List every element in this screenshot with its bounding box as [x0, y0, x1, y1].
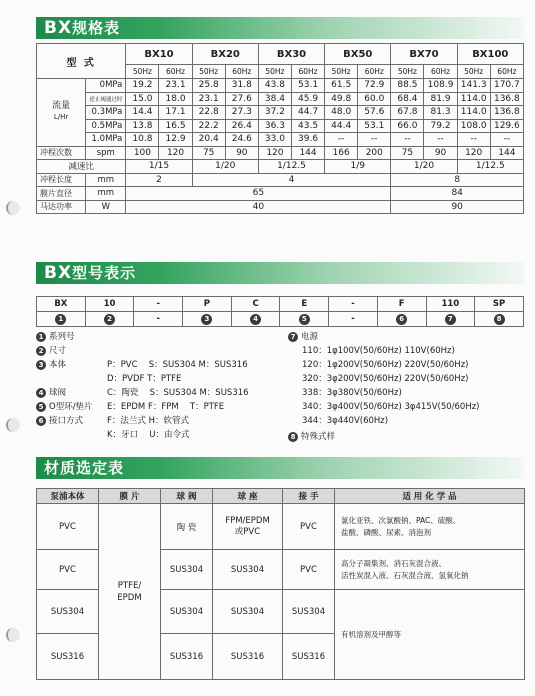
hz-header: 50Hz: [325, 65, 358, 79]
legend-item: [36, 358, 248, 372]
hz-header: 50Hz: [457, 65, 490, 79]
legend-marker: 2: [36, 346, 46, 356]
flow-value: 170.7: [490, 79, 523, 93]
type-label: 型 式: [37, 44, 126, 79]
code-section-title: BX型号表示: [36, 262, 524, 284]
hz-header: 60Hz: [159, 65, 192, 79]
model-code-table: [36, 296, 524, 327]
flow-value: 27.6: [225, 92, 258, 106]
flow-value: 141.3: [457, 79, 490, 93]
body-material: SUS304: [37, 590, 99, 634]
flow-value: 13.8: [126, 119, 159, 133]
legend-item: [36, 386, 249, 400]
marker-circle: 1: [55, 314, 66, 325]
reduction-value: 1/20: [192, 160, 258, 174]
diaphragm-value: 65: [126, 187, 391, 201]
hz-header: 50Hz: [192, 65, 225, 79]
binder-hole: [6, 628, 20, 642]
legend-title: 球阀: [49, 388, 67, 398]
seat-material: SUS304: [213, 590, 283, 634]
flow-value: 108.9: [424, 79, 457, 93]
flow-value: 33.0: [258, 133, 291, 147]
flow-value: 27.3: [225, 106, 258, 120]
model-header: BX70: [391, 44, 457, 65]
seat-material: SUS316: [213, 634, 283, 680]
spec-section-title: BX规格表: [36, 17, 524, 39]
motor-unit: W: [86, 200, 126, 214]
flow-label: 流量 L/Hr: [37, 79, 86, 147]
code-marker-cell: [377, 312, 426, 327]
reduction-value: 1/9: [325, 160, 391, 174]
legend-text: C：陶瓷 S：SUS304 M：SUS316: [107, 388, 249, 398]
flow-value: --: [490, 133, 523, 147]
legend-special: 8 特殊式样: [288, 430, 335, 444]
legend-item: [36, 330, 107, 344]
code-part: 10: [85, 297, 134, 312]
marker-circle: 2: [104, 314, 115, 325]
hz-header: 50Hz: [391, 65, 424, 79]
legend-marker-slot: [36, 386, 49, 400]
flow-value: 81.3: [424, 106, 457, 120]
flow-value: 114.0: [457, 92, 490, 106]
code-marker-cell: [280, 312, 329, 327]
stroke-count-value: 120: [258, 146, 291, 160]
legend-title: O型环/垫片: [49, 402, 93, 412]
code-part: P: [183, 297, 232, 312]
stroke-length-value: 4: [192, 173, 391, 187]
stroke-length-unit: mm: [86, 173, 126, 187]
application: 高分子凝集剂、消石灰混合液、 活性炭混入液、石灰混合液、氢氧化钠: [335, 550, 525, 590]
code-marker-cell: [85, 312, 134, 327]
code-marker-cell: -: [329, 312, 378, 327]
flow-value: 81.9: [424, 92, 457, 106]
header-seat: 球 座: [213, 489, 283, 504]
joint-material: SUS304: [283, 590, 335, 634]
flow-pressure-label: 0MPa: [86, 79, 126, 93]
flow-value: 20.4: [192, 133, 225, 147]
body-material: SUS316: [37, 634, 99, 680]
code-part: -: [134, 297, 183, 312]
code-part: -: [329, 297, 378, 312]
legend-marker: 6: [36, 416, 46, 426]
legend-title: 本体: [49, 360, 67, 370]
code-part: BX: [37, 297, 86, 312]
flow-value: 72.9: [358, 79, 391, 93]
ball-material: SUS304: [161, 550, 213, 590]
flow-pressure-label: 0.5MPa: [86, 119, 126, 133]
marker-8: 8: [288, 432, 298, 442]
flow-value: 68.4: [391, 92, 424, 106]
code-marker-cell: [426, 312, 475, 327]
marker-circle: 5: [299, 314, 310, 325]
stroke-count-value: 100: [126, 146, 159, 160]
flow-value: 108.0: [457, 119, 490, 133]
spec-table: [36, 43, 524, 214]
model-code-legend: [36, 330, 524, 470]
legend-item: [36, 414, 189, 428]
flow-value: 37.2: [258, 106, 291, 120]
code-marker-cell: [231, 312, 280, 327]
flow-value: 61.5: [325, 79, 358, 93]
hz-header: 60Hz: [424, 65, 457, 79]
flow-value: --: [358, 133, 391, 147]
stroke-length-label: 冲程长度: [37, 173, 86, 187]
flow-value: 24.6: [225, 133, 258, 147]
header-joint: 接 手: [283, 489, 335, 504]
ball-material: 陶 瓷: [161, 504, 213, 550]
material-section-title: 材质选定表: [36, 457, 524, 479]
reduction-label: 减速比: [37, 160, 126, 174]
flow-value: 39.6: [291, 133, 324, 147]
flow-value: 43.8: [258, 79, 291, 93]
hz-header: 60Hz: [225, 65, 258, 79]
binder-hole: [6, 418, 20, 432]
flow-value: 136.8: [490, 106, 523, 120]
header-body: 泵浦本体: [37, 489, 99, 504]
flow-value: 18.0: [159, 92, 192, 106]
seat-material: FPM/EPDM 或PVC: [213, 504, 283, 550]
reduction-value: 1/15: [126, 160, 192, 174]
model-header: BX30: [258, 44, 324, 65]
joint-material: SUS316: [283, 634, 335, 680]
flow-value: 23.1: [159, 79, 192, 93]
legend-marker: 4: [36, 388, 46, 398]
stroke-count-value: 144: [490, 146, 523, 160]
stroke-count-value: 75: [391, 146, 424, 160]
body-material: PVC: [37, 550, 99, 590]
flow-value: 57.6: [358, 106, 391, 120]
flow-value: 12.9: [159, 133, 192, 147]
flow-value: 25.8: [192, 79, 225, 93]
stroke-count-value: 144: [291, 146, 324, 160]
power-option: 320：3φ200V(50/60Hz) 220V(50/60Hz): [302, 374, 469, 384]
power-option: 338：3φ380V(50/60Hz): [302, 388, 402, 398]
legend-marker: 5: [36, 402, 46, 412]
binder-hole: [6, 201, 20, 215]
legend-marker: 1: [36, 332, 46, 342]
reduction-value: 1/20: [391, 160, 457, 174]
flow-value: 136.8: [490, 92, 523, 106]
flow-value: 15.0: [126, 92, 159, 106]
flow-value: 44.4: [325, 119, 358, 133]
stroke-length-value: 2: [126, 173, 192, 187]
marker-7: 7: [288, 332, 298, 342]
flow-value: 17.1: [159, 106, 192, 120]
power-option: 340：3φ400V(50/60Hz) 3φ415V(50/60Hz): [302, 402, 480, 412]
legend-item: [36, 428, 190, 442]
legend-title: 尺寸: [49, 346, 67, 356]
legend-marker-slot: [36, 344, 49, 358]
flow-value: 53.1: [358, 119, 391, 133]
flow-value: 79.2: [424, 119, 457, 133]
legend-item: [36, 344, 107, 358]
marker-circle: 7: [445, 314, 456, 325]
code-marker-cell: [37, 312, 86, 327]
code-marker-cell: [475, 312, 524, 327]
application: 有机溶剂及甲醇等: [335, 590, 525, 680]
flow-value: 22.8: [192, 106, 225, 120]
flow-value: 16.5: [159, 119, 192, 133]
stroke-length-value: 8: [391, 173, 524, 187]
marker-circle: 4: [250, 314, 261, 325]
flow-value: 31.8: [225, 79, 258, 93]
flow-value: --: [424, 133, 457, 147]
flow-value: 66.0: [391, 119, 424, 133]
flow-pressure-label: 0.3MPa: [86, 106, 126, 120]
legend-power-title: 7 电源: [288, 330, 318, 344]
flow-value: 22.2: [192, 119, 225, 133]
stroke-count-value: 200: [358, 146, 391, 160]
code-part: 110: [426, 297, 475, 312]
flow-value: 114.0: [457, 106, 490, 120]
header-application: 适 用 化 学 品: [335, 489, 525, 504]
power-option: 344：3φ440V(60Hz): [302, 416, 389, 426]
flow-value: 43.5: [291, 119, 324, 133]
ball-material: SUS304: [161, 590, 213, 634]
flow-value: --: [325, 133, 358, 147]
reduction-value: 1/12.5: [258, 160, 324, 174]
flow-pressure-label: 逆止阀通过时: [86, 92, 126, 106]
flow-value: 10.8: [126, 133, 159, 147]
legend-text: K：牙口 U：由令式: [107, 430, 190, 440]
model-header: BX100: [457, 44, 523, 65]
application: 氯化亚铁、次氯酸钠、PAC、硫酸、 盐酸、磷酸、尿素、消泡剂: [335, 504, 525, 550]
marker-circle: 3: [201, 314, 212, 325]
model-header: BX20: [192, 44, 258, 65]
header-ball: 球 阀: [161, 489, 213, 504]
stroke-count-value: 120: [457, 146, 490, 160]
stroke-count-value: 90: [424, 146, 457, 160]
power-option: 110：1φ100V(50/60Hz) 110V(60Hz): [302, 346, 455, 356]
marker-circle: 8: [494, 314, 505, 325]
legend-text: F：法兰式 H：软管式: [107, 416, 189, 426]
stroke-count-value: 75: [192, 146, 225, 160]
body-material: PVC: [37, 504, 99, 550]
flow-value: 23.1: [192, 92, 225, 106]
legend-title: 系列号: [49, 332, 75, 342]
flow-value: 44.7: [291, 106, 324, 120]
marker-circle: 6: [396, 314, 407, 325]
joint-material: PVC: [283, 550, 335, 590]
ball-material: SUS316: [161, 634, 213, 680]
diaphragm-label: 膜片直径: [37, 187, 86, 201]
hz-header: 50Hz: [258, 65, 291, 79]
flow-value: --: [457, 133, 490, 147]
flow-value: 60.0: [358, 92, 391, 106]
header-diaphragm: 膜 片: [99, 489, 161, 504]
flow-value: --: [391, 133, 424, 147]
legend-marker: 3: [36, 360, 46, 370]
hz-header: 60Hz: [291, 65, 324, 79]
stroke-count-label: 冲程次数: [37, 146, 86, 160]
hz-header: 60Hz: [358, 65, 391, 79]
hz-header: 60Hz: [490, 65, 523, 79]
flow-value: 14.4: [126, 106, 159, 120]
model-header: BX50: [325, 44, 391, 65]
diaphragm-material: PTFE/ EPDM: [99, 504, 161, 680]
flow-pressure-label: 1.0MPa: [86, 133, 126, 147]
motor-value: 40: [126, 200, 391, 214]
flow-value: 48.0: [325, 106, 358, 120]
power-option: 120：1φ200V(50/60Hz) 220V(50/60Hz): [302, 360, 469, 370]
reduction-value: 1/12.5: [457, 160, 523, 174]
flow-value: 26.4: [225, 119, 258, 133]
code-marker-cell: -: [134, 312, 183, 327]
legend-item: [36, 400, 224, 414]
diaphragm-unit: mm: [86, 187, 126, 201]
flow-value: 38.4: [258, 92, 291, 106]
legend-marker-slot: [36, 414, 49, 428]
code-marker-cell: [183, 312, 232, 327]
motor-value: 90: [391, 200, 524, 214]
stroke-count-value: 120: [159, 146, 192, 160]
stroke-count-unit: spm: [86, 146, 126, 160]
flow-value: 53.1: [291, 79, 324, 93]
legend-title: 接口方式: [49, 416, 84, 426]
code-part: SP: [475, 297, 524, 312]
stroke-count-value: 90: [225, 146, 258, 160]
flow-value: 67.8: [391, 106, 424, 120]
legend-marker-slot: [36, 400, 49, 414]
motor-label: 马达功率: [37, 200, 86, 214]
code-part: C: [231, 297, 280, 312]
stroke-count-value: 166: [325, 146, 358, 160]
flow-value: 45.9: [291, 92, 324, 106]
flow-value: 19.2: [126, 79, 159, 93]
legend-marker-slot: [36, 358, 49, 372]
flow-value: 129.6: [490, 119, 523, 133]
legend-text: E：EPDM F：FPM T：PTFE: [107, 402, 225, 412]
code-part: E: [280, 297, 329, 312]
legend-text: D：PVDF T：PTFE: [107, 374, 182, 384]
hz-header: 50Hz: [126, 65, 159, 79]
model-header: BX10: [126, 44, 192, 65]
code-part: F: [377, 297, 426, 312]
flow-value: 36.3: [258, 119, 291, 133]
material-table: [36, 488, 525, 680]
diaphragm-value: 84: [391, 187, 524, 201]
flow-value: 49.8: [325, 92, 358, 106]
flow-value: 88.5: [391, 79, 424, 93]
legend-text: P：PVC S：SUS304 M：SUS316: [107, 360, 248, 370]
legend-item: [36, 372, 181, 386]
legend-marker-slot: [36, 330, 49, 344]
joint-material: PVC: [283, 504, 335, 550]
seat-material: SUS304: [213, 550, 283, 590]
